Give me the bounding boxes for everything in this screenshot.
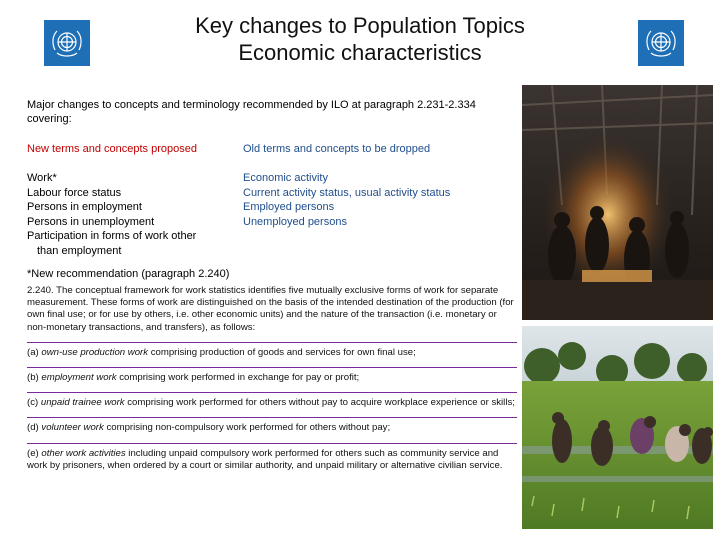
divider xyxy=(27,443,517,444)
form-item: (b) employment work comprising work performed in exchange for pay or profit; xyxy=(27,372,360,384)
un-emblem-icon xyxy=(44,20,90,66)
title-line-2: Economic characteristics xyxy=(238,40,482,65)
list-item: Labour force status xyxy=(27,186,122,199)
new-terms-heading: New terms and concepts proposed xyxy=(27,143,197,155)
form-item: (d) volunteer work comprising non-compulsory work performed for others without pay; xyxy=(27,422,391,434)
list-item: Persons in unemployment xyxy=(27,215,155,228)
intro-text: Major changes to concepts and terminology recommended by ILO at paragraph 2.231-2.334 covering: xyxy=(27,99,476,125)
new-recommendation-note: *New recommendation (paragraph 2.240) xyxy=(27,268,230,280)
divider xyxy=(27,342,517,343)
divider xyxy=(27,417,517,418)
paragraph-2-240 xyxy=(27,285,517,480)
form-item: (c) unpaid trainee work comprising work performed for others without pay to acquire workplace experience or skills; xyxy=(27,397,515,409)
form-item: (a) own-use production work comprising production of goods and services for own final use; xyxy=(27,346,416,358)
old-terms-heading: Old terms and concepts to be dropped xyxy=(243,143,431,155)
old-terms-list xyxy=(243,171,503,229)
title-line-1: Key changes to Population Topics xyxy=(195,13,525,38)
list-item: Unemployed persons xyxy=(243,215,347,228)
un-emblem-icon xyxy=(638,20,684,66)
new-terms-list xyxy=(27,171,237,258)
list-item: than employment xyxy=(37,244,122,257)
page-title xyxy=(140,12,580,66)
form-item: (e) other work activities including unpaid compulsory work performed for others such as community service and work by prisoners, when ordered by a court or similar authority, and unpaid military or alternative civilian service. xyxy=(27,447,503,471)
divider xyxy=(27,367,517,368)
list-item: Work* xyxy=(27,172,57,184)
divider xyxy=(27,392,517,393)
list-item: Current activity status, usual activity status xyxy=(243,186,451,199)
list-item: Employed persons xyxy=(243,201,335,213)
paragraph-text: 2.240. The conceptual framework for work statistics identifies five mutually exclusive forms of work for separate measurement. These forms of work are distinguished on the basis of the intended destination of the production (for own final use; or for use by others, i.e. other economic units) and the nature of the transaction (i.e. monetary or non-monetary transactions, and transfers), as follows: xyxy=(27,285,514,333)
list-item: Persons in employment xyxy=(27,201,142,213)
list-item: Economic activity xyxy=(243,172,328,184)
factory-painting-image xyxy=(522,85,713,320)
rice-field-image xyxy=(522,326,713,529)
list-item: Participation in forms of work other xyxy=(27,230,197,242)
